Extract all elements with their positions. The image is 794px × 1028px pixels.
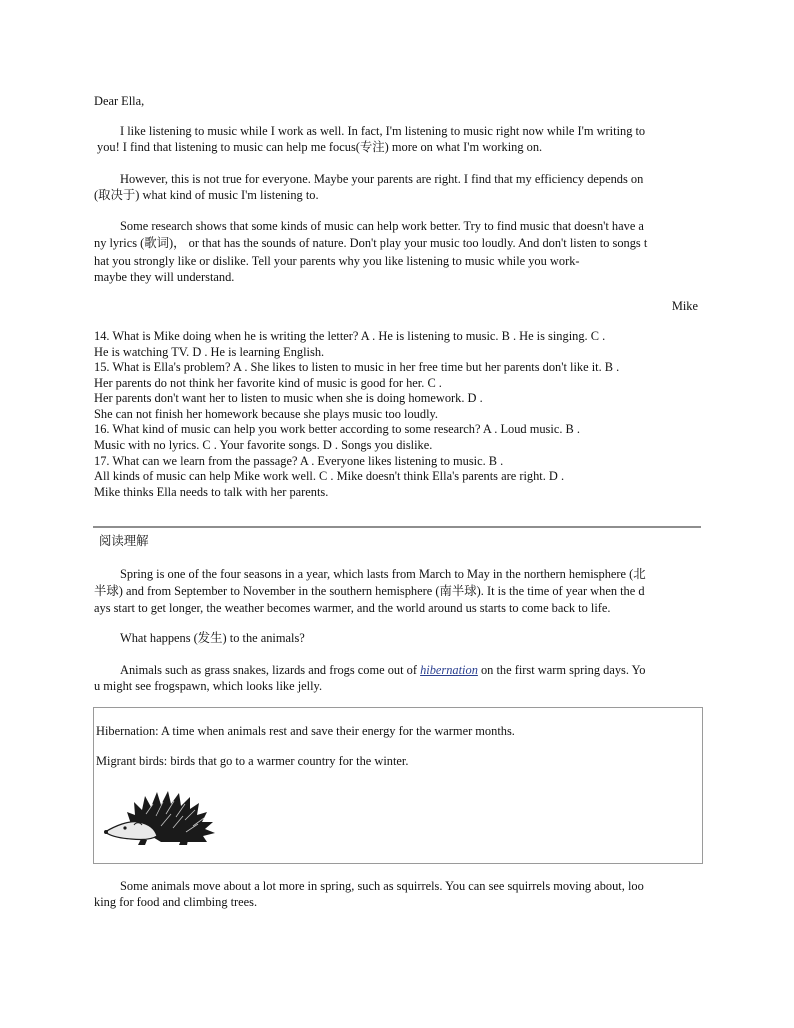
question-line: Her parents do not think her favorite kind of music is good for her. C . [94, 376, 442, 390]
letter-paragraph-1-line: I like listening to music while I work as well. In fact, I'm listening to music right now while I'm writing to [120, 124, 646, 138]
question-line: 16. What kind of music can help you work better according to some research? A . Loud music. B . [94, 422, 580, 436]
hedgehog-illustration [101, 784, 221, 846]
animals-paragraph-line: Animals such as grass snakes, lizards and frogs come out of hibernation on the first warm spring days. Yo [120, 663, 646, 677]
letter-paragraph-3-line: ny lyrics (歌词)， or that has the sounds of nature. Don't play your music too loudly. And don't listen to songs t [94, 236, 648, 250]
question-line: She can not finish her homework because she plays music too loudly. [94, 407, 438, 421]
question-line: 15. What is Ella's problem? A . She likes to listen to music in her free time but her parents don't like it. B . [94, 360, 620, 374]
letter-paragraph-3-line: Some research shows that some kinds of music can help work better. Try to find music that doesn't have a [120, 219, 644, 233]
letter-paragraph-2-line: (取决于) what kind of music I'm listening to. [94, 188, 319, 202]
letter-paragraph-3-line: hat you strongly like or dislike. Tell your parents why you like listening to music while you work- [94, 254, 580, 268]
letter-paragraph-3-line: maybe they will understand. [94, 270, 235, 284]
question-line: All kinds of music can help Mike work well. C . Mike doesn't think Ella's parents are right. D . [94, 469, 565, 483]
question-line: Mike thinks Ella needs to talk with her parents. [94, 485, 329, 499]
spring-paragraph-line: ays start to get longer, the weather becomes warmer, and the world around us starts to come back to life. [94, 601, 611, 615]
letter-paragraph-1-line: you! I find that listening to music can help me focus(专注) more on what I'm working on. [97, 140, 543, 154]
letter-signature: Mike [671, 299, 698, 313]
spring-paragraph-line: Spring is one of the four seasons in a year, which lasts from March to May in the northern hemisphere (北 [120, 567, 646, 581]
question-line: 17. What can we learn from the passage? A . Everyone likes listening to music. B . [94, 454, 504, 468]
glossary-migrant-birds: Migrant birds: birds that go to a warmer country for the winter. [96, 754, 409, 768]
section-divider [93, 526, 701, 528]
letter-greeting: Dear Ella, [94, 94, 145, 108]
squirrels-paragraph-line: king for food and climbing trees. [94, 895, 258, 909]
spring-paragraph-line: 半球) and from September to November in the southern hemisphere (南半球). It is the time of year when the d [94, 584, 645, 598]
glossary-hibernation: Hibernation: A time when animals rest and save their energy for the warmer months. [96, 724, 515, 738]
section-heading: 阅读理解 [99, 534, 149, 548]
squirrels-paragraph-line: Some animals move about a lot more in spring, such as squirrels. You can see squirrels moving about, loo [120, 879, 644, 893]
question-line: Her parents don't want her to listen to music when she is doing homework. D . [94, 391, 483, 405]
letter-paragraph-2-line: However, this is not true for everyone. Maybe your parents are right. I find that my efficiency depends on [120, 172, 644, 186]
question-line: He is watching TV. D . He is learning English. [94, 345, 325, 359]
question-line: Music with no lyrics. C . Your favorite songs. D . Songs you dislike. [94, 438, 433, 452]
animals-question: What happens (发生) to the animals? [120, 631, 305, 645]
question-line: 14. What is Mike doing when he is writing the letter? A . He is listening to music. B . He is singing. C . [94, 329, 606, 343]
hibernation-link[interactable]: hibernation [420, 663, 478, 677]
glossary-box [93, 707, 703, 864]
animals-paragraph-line: u might see frogspawn, which looks like jelly. [94, 679, 323, 693]
